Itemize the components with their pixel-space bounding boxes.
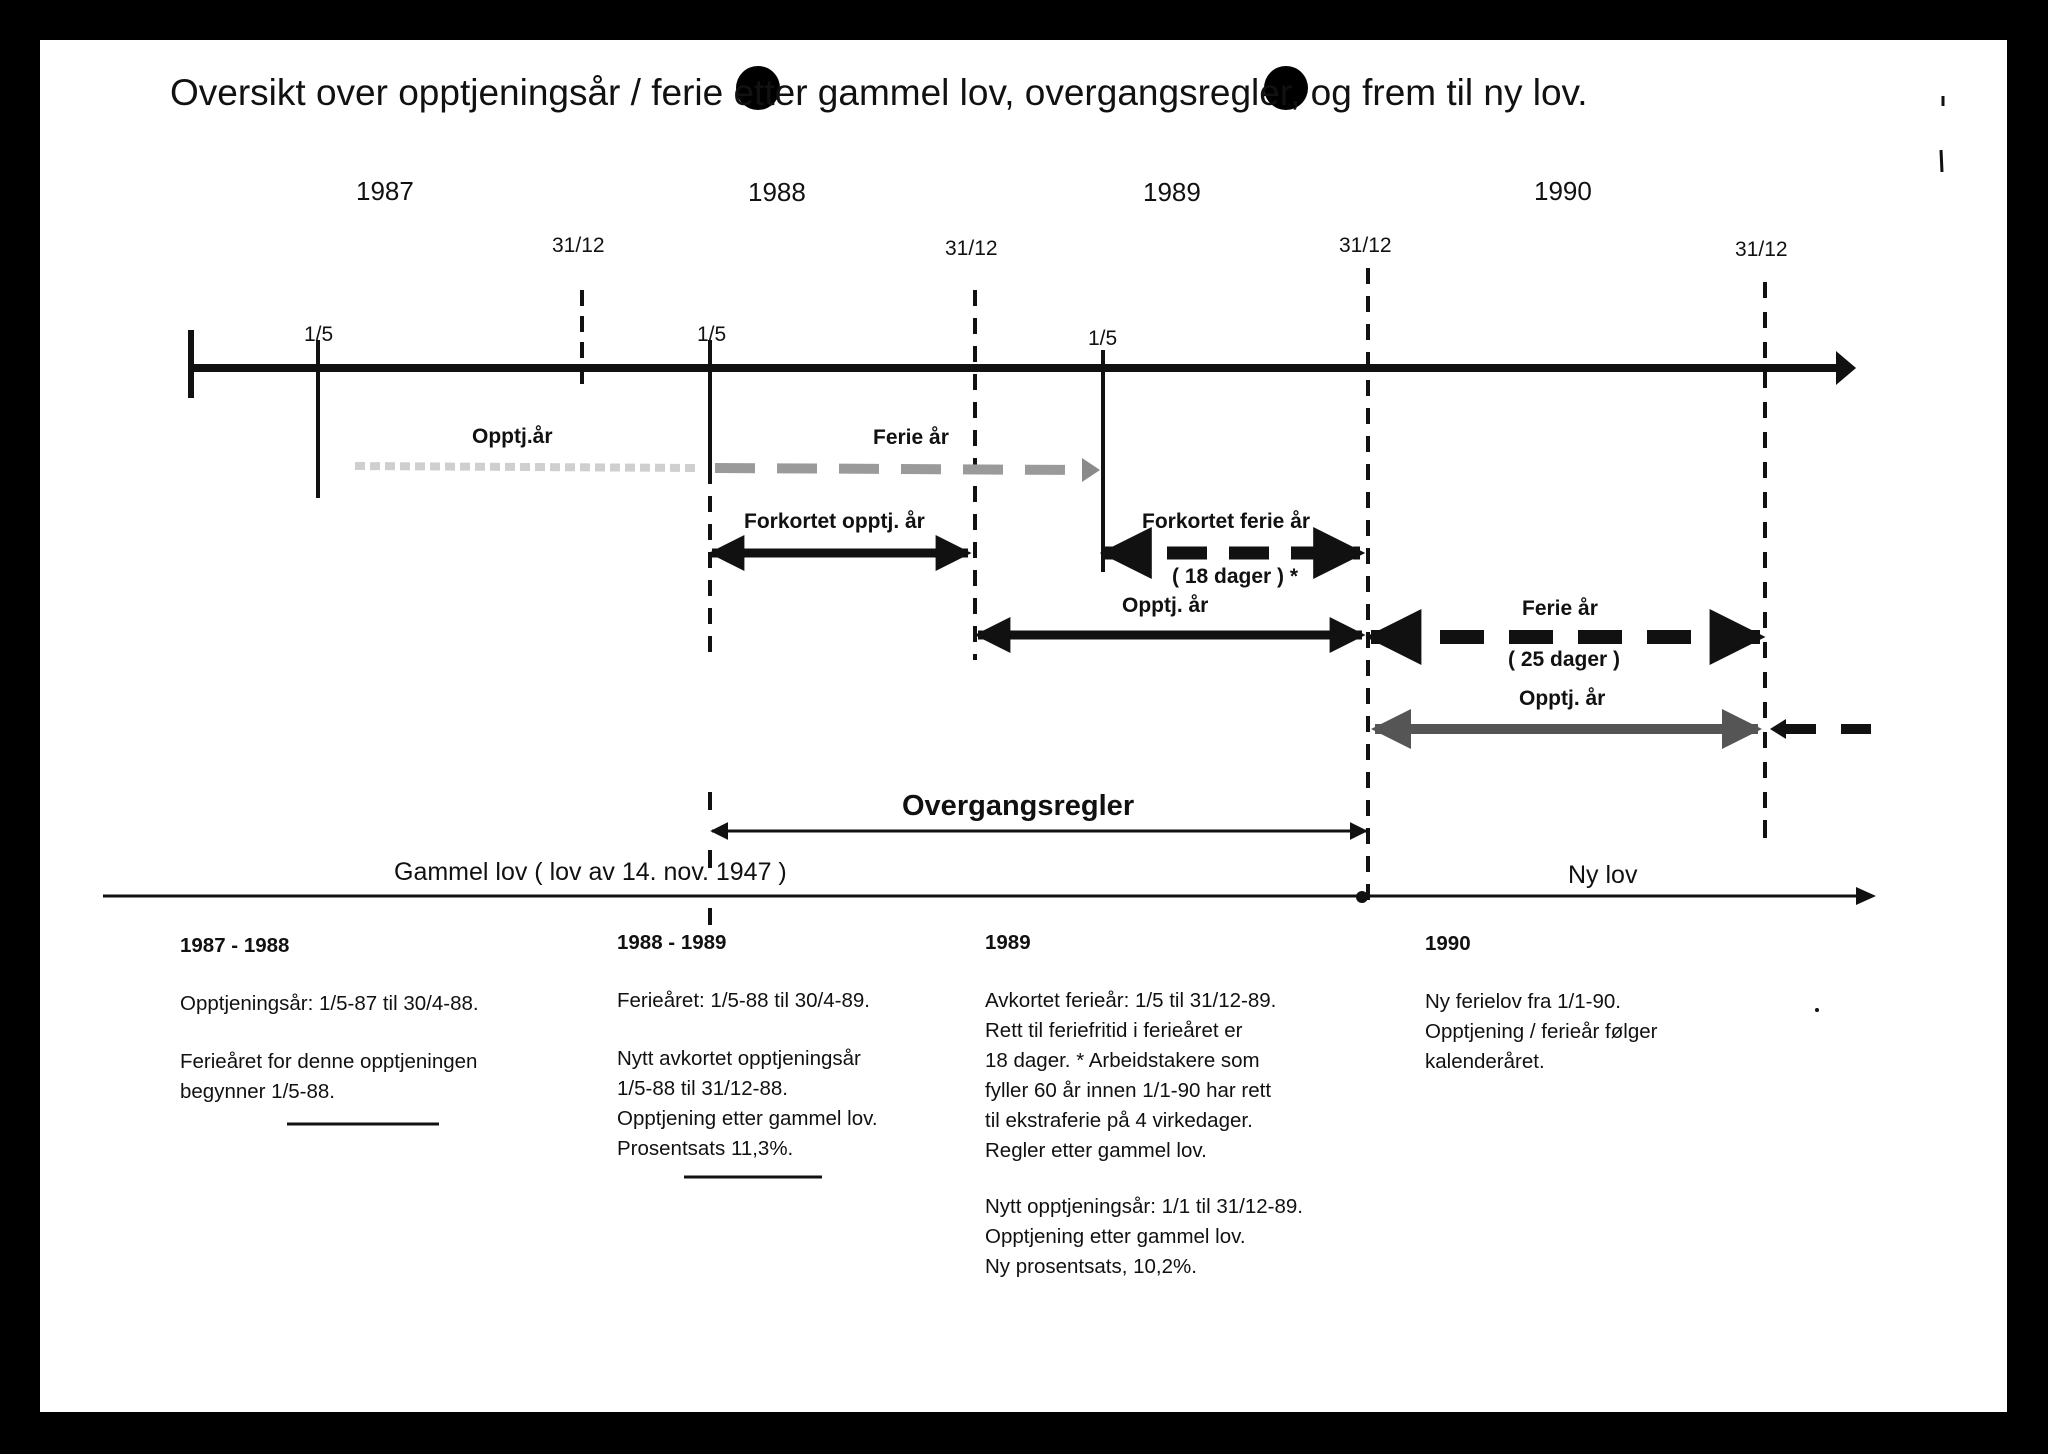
label-forkortet-ferie-note: ( 18 dager ) * (1172, 565, 1299, 588)
text-line: Opptjening etter gammel lov. (617, 1107, 878, 1130)
label-forkortet-opptj: Forkortet opptj. år (744, 510, 925, 533)
column-1990 (1425, 929, 1657, 1105)
end-marker-label-1987: 31/12 (552, 234, 605, 257)
column-1989 (985, 928, 1303, 1310)
column-heading: 1990 (1425, 932, 1471, 955)
year-label-1987: 1987 (356, 176, 414, 206)
end-marker-label-1990: 31/12 (1735, 238, 1788, 261)
text-line: Nytt avkortet opptjeningsår (617, 1047, 861, 1070)
column-paragraph (180, 1047, 479, 1107)
label-ferie-1990-note: ( 25 dager ) (1508, 648, 1621, 671)
bar-opptj-1987-line (355, 466, 700, 468)
bar-continuation-arrowhead (1770, 719, 1786, 739)
overgangsregler-label: Overgangsregler (902, 790, 1135, 822)
label-forkortet-ferie: Forkortet ferie år (1142, 510, 1311, 533)
speck-2 (1941, 150, 1942, 172)
column-paragraph (1425, 987, 1657, 1077)
text-line: kalenderåret. (1425, 1050, 1545, 1073)
speck-3 (1815, 1008, 1819, 1012)
end-marker-label-1989: 31/12 (1339, 234, 1392, 257)
text-line: Ny prosentsats, 10,2%. (985, 1255, 1197, 1278)
label-opptj-1987: Opptj.år (472, 425, 553, 448)
text-line: 1/5-88 til 31/12-88. (617, 1077, 788, 1100)
text-line: fyller 60 år innen 1/1-90 har rett (985, 1079, 1272, 1102)
year-label-1990: 1990 (1534, 176, 1592, 206)
text-line: Opptjening / ferieår følger (1425, 1020, 1658, 1043)
text-line: begynner 1/5-88. (180, 1080, 336, 1103)
start-marker-label-1988: 1/5 (697, 323, 727, 346)
year-label-1989: 1989 (1143, 177, 1201, 207)
text-line: til ekstraferie på 4 virkedager. (985, 1109, 1253, 1132)
text-line: 18 dager. * Arbeidstakere som (985, 1049, 1260, 1072)
start-marker-label-1989: 1/5 (1088, 327, 1118, 350)
main-timeline-arrowhead (1836, 351, 1856, 385)
column-heading: 1987 - 1988 (180, 934, 290, 957)
text-line: Rett til feriefritid i ferieåret er (985, 1019, 1243, 1042)
label-ferie-1990: Ferie år (1522, 597, 1598, 620)
label-ferie-1988: Ferie år (873, 426, 949, 449)
column-paragraph (180, 989, 479, 1019)
column-1987-1988 (180, 931, 479, 1135)
law-change-point (1356, 891, 1368, 903)
text-line: Ferieåret for denne opptjeningen (180, 1050, 478, 1073)
text-line: Avkortet ferieår: 1/5 til 31/12-89. (985, 989, 1277, 1012)
page-title: Oversikt over opptjeningsår / ferie etter gammel lov, overgangsregler, og frem til ny lov. (170, 72, 1588, 113)
text-line: Prosentsats 11,3%. (617, 1137, 794, 1160)
column-paragraph (985, 1192, 1303, 1282)
year-label-1988: 1988 (748, 177, 806, 207)
text-line: Ny ferielov fra 1/1-90. (1425, 990, 1621, 1013)
law-timeline-arrowhead (1856, 887, 1876, 905)
old-law-label: Gammel lov ( lov av 14. nov. 1947 ) (394, 858, 787, 886)
end-marker-label-1988: 31/12 (945, 237, 998, 260)
label-opptj-1990: Opptj. år (1519, 687, 1606, 710)
column-paragraph (617, 986, 878, 1016)
column-heading: 1988 - 1989 (617, 931, 727, 954)
text-line: Opptjening etter gammel lov. (985, 1225, 1246, 1248)
label-opptj-1989: Opptj. år (1122, 594, 1209, 617)
column-paragraph (985, 986, 1303, 1166)
column-paragraph (617, 1044, 878, 1164)
text-line: Opptjeningsår: 1/5-87 til 30/4-88. (180, 992, 479, 1015)
text-line: Ferieåret: 1/5-88 til 30/4-89. (617, 989, 870, 1012)
text-line: Regler etter gammel lov. (985, 1139, 1207, 1162)
column-1988-1989 (617, 928, 878, 1192)
start-marker-label-1987: 1/5 (304, 323, 334, 346)
bar-ferie-1988-line (715, 468, 1082, 470)
text-line: Nytt opptjeningsår: 1/1 til 31/12-89. (985, 1195, 1303, 1218)
new-law-label: Ny lov (1568, 861, 1638, 889)
bar-ferie-1988-arrowhead (1082, 458, 1100, 482)
column-heading: 1989 (985, 931, 1031, 954)
